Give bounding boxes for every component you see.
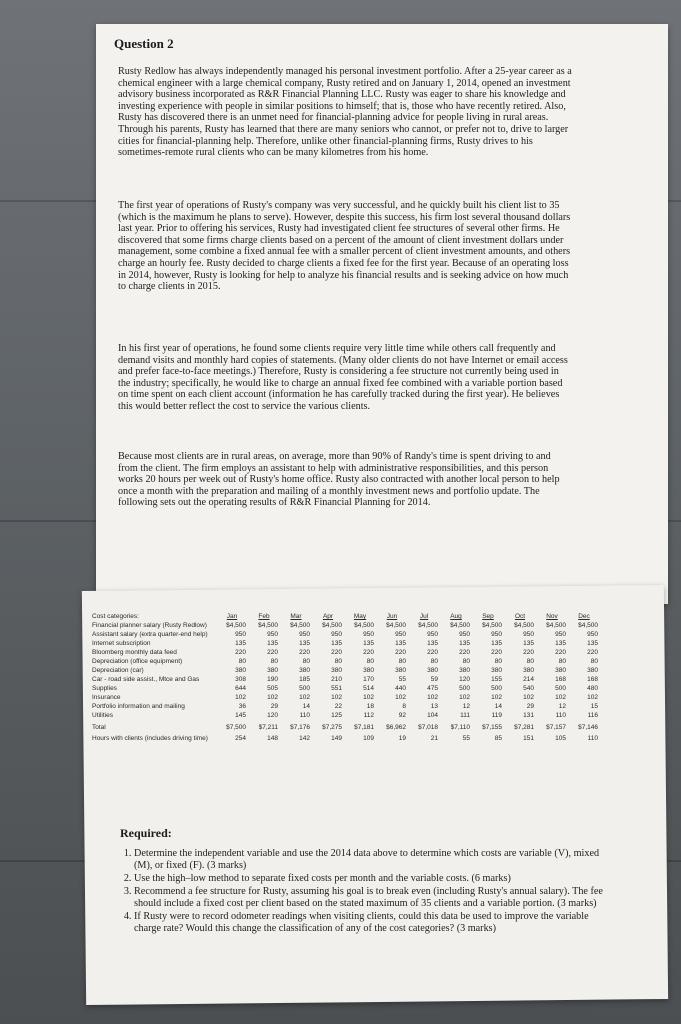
table-cell: 102: [235, 694, 246, 701]
table-cell: 149: [331, 735, 342, 742]
table-cell: 125: [331, 712, 342, 719]
table-row: [90, 630, 600, 639]
row-label: Utilities: [92, 712, 113, 719]
table-cell: 380: [555, 667, 566, 674]
paragraph-1: Rusty Redlow has always independently managed his personal investment portfolio. After a 25-year career as a chemical engineer with a large chemical company, Rusty retired and on January 1, 2014, opened an investment advisory business incorporated as R&R Financial Planning LLC. Rusty was eager to share his knowledge and investing experience with people in similar positions to himself; that is, those who have recently retired. Also, Rusty has discovered there is an unmet need for financial-planning advice for people living in rural areas. Through his parents, Rusty has learned that there are many seniors who cannot, or prefer not to, drive to larger cities for financial-planning help. Therefore, unlike other financial-planning firms, Rusty drives to his sometimes-remote rural clients who can be many kilometres from his home.: [118, 66, 572, 159]
table-cell: 380: [331, 667, 342, 674]
table-cell: 380: [427, 667, 438, 674]
table-cell: $7,110: [450, 723, 470, 731]
table-cell: 80: [462, 658, 470, 665]
table-cell: 135: [427, 640, 438, 647]
table-cell: 142: [299, 735, 310, 742]
paragraph-3: In his first year of operations, he found some clients require very little time while others call frequently and demand visits and monthly hard copies of statements. (Many older clients do not have Internet or email access and prefer face-to-face meetings.) Therefore, Rusty is considering a fee structure not currently being used in the industry; specifically, he would like to charge an annual fixed fee combined with a variable portion based on time spent on each client account (information he has carefully tracked during the first year). He believes this would better reflect the cost to service the various clients.: [118, 343, 568, 412]
table-cell: 145: [235, 712, 246, 719]
table-cell: 55: [462, 735, 470, 742]
table-cell: 514: [363, 685, 374, 692]
table-cell: 92: [398, 712, 406, 719]
table-cell: 19: [398, 735, 406, 742]
table-cell: $7,155: [482, 723, 502, 731]
table-cell: 500: [491, 685, 502, 692]
requirement-item: 4. If Rusty were to record odometer readings when visiting clients, could this data be used to improve the variable charge rate? Would this change the classification of any of the cost categories? (3 marks): [134, 911, 604, 935]
table-cell: 21: [430, 735, 438, 742]
table-cell: 380: [587, 667, 598, 674]
required-title: Required:: [120, 826, 172, 840]
paragraph-4: Because most clients are in rural areas, on average, more than 90% of Randy's time is spent driving to and from the client. The firm employs an assistant to help with administrative responsibilities, and this person works 20 hours per week out of Rusty's home office. Rusty also contracted with another local person to help once a month with the preparation and mailing of a monthly investment news and portfolio update. The following sets out the operating results of R&R Financial Planning for 2014.: [118, 451, 560, 509]
table-cell: 254: [235, 735, 246, 742]
month-header: Jul: [419, 613, 429, 620]
table-cell: 220: [267, 649, 278, 656]
table-cell: 950: [587, 631, 598, 638]
table-cell: 102: [267, 694, 278, 701]
table-row: [90, 621, 600, 630]
table-cell: 102: [395, 694, 406, 701]
table-cell: 380: [267, 667, 278, 674]
table-cell: 214: [523, 676, 534, 683]
table-cell: $4,500: [322, 622, 342, 629]
month-header: Jan: [226, 613, 238, 620]
table-cell: 950: [299, 631, 310, 638]
table-cell: 36: [238, 703, 246, 710]
table-cell: 308: [235, 676, 246, 683]
month-header: Nov: [546, 613, 558, 620]
table-cell: 135: [555, 640, 566, 647]
table-cell: 148: [267, 735, 278, 742]
table-cell: 80: [302, 658, 310, 665]
row-label: Depreciation (office equipment): [92, 658, 183, 665]
table-cell: 80: [590, 658, 598, 665]
table-cell: 29: [526, 703, 534, 710]
table-cell: 135: [267, 640, 278, 647]
table-cell: 80: [430, 658, 438, 665]
requirement-item: 2. Use the high–low method to separate fixed costs per month and the variable costs. (6 marks): [134, 873, 604, 885]
table-cell: $7,146: [578, 723, 598, 731]
row-label: Bloomberg monthly data feed: [92, 649, 177, 656]
row-label: Total: [92, 723, 106, 731]
table-cell: 220: [331, 649, 342, 656]
table-cell: 110: [299, 712, 310, 719]
table-cell: 80: [494, 658, 502, 665]
question-title: Question 2: [114, 36, 174, 51]
table-cell: $4,500: [258, 622, 278, 629]
table-cell: 210: [331, 676, 342, 683]
table-cell: 220: [395, 649, 406, 656]
table-row: [90, 711, 600, 720]
table-cell: 950: [491, 631, 502, 638]
table-cell: 12: [462, 703, 470, 710]
row-label: Portfolio information and mailing: [92, 703, 185, 710]
month-header: Mar: [290, 613, 302, 620]
table-cell: 380: [523, 667, 534, 674]
table-cell: 950: [267, 631, 278, 638]
table-cell: 505: [267, 685, 278, 692]
paragraph-2: The first year of operations of Rusty's company was very successful, and he quickly built his client list to 35 (which is the maximum he plans to serve). However, despite this success, his firm lost several thousand dollars last year. Prior to offering his services, Rusty had investigated client fee structures of several other firms. He discovered that some firms charge clients based on a percent of the amount of client investment dollars under management, some combine a fixed annual fee with a smaller percent of client investment amounts, and others charge an hourly fee. Rusty decided to charge clients a fixed fee for the first year. Because of an operating loss in 2014, however, Rusty is looking for help to analyze his financial results and is seeking advice on how much to charge clients in 2015.: [118, 200, 571, 293]
table-cell: 80: [558, 658, 566, 665]
table-cell: 80: [238, 658, 246, 665]
table-cell: 500: [555, 685, 566, 692]
table-cell: 116: [587, 712, 598, 719]
table-cell: 950: [235, 631, 246, 638]
table-cell: $4,500: [386, 622, 406, 629]
table-cell: 29: [270, 703, 278, 710]
row-label: Hours with clients (includes driving time): [92, 735, 208, 742]
table-cell: 950: [523, 631, 534, 638]
row-label: Depreciation (car): [92, 667, 144, 674]
table-cell: 105: [555, 735, 566, 742]
table-cell: 85: [494, 735, 502, 742]
table-cell: 540: [523, 685, 534, 692]
row-label: Financial planner salary (Rusty Redlow): [92, 622, 207, 629]
requirement-item: 1. Determine the independent variable and use the 2014 data above to determine which costs are variable (V), mixed (M), or fixed (F). (3 marks): [134, 848, 604, 872]
table-cell: 380: [459, 667, 470, 674]
table-cell: 380: [299, 667, 310, 674]
table-cell: 135: [331, 640, 342, 647]
table-cell: 151: [523, 735, 534, 742]
table-cell: 551: [331, 685, 342, 692]
table-cell: $4,500: [450, 622, 470, 629]
table-cell: 80: [270, 658, 278, 665]
table-cell: 102: [523, 694, 534, 701]
table-row: [90, 639, 600, 648]
requirements-list: [118, 848, 604, 936]
table-cell: 18: [366, 703, 374, 710]
row-label: Internet subscription: [92, 640, 151, 647]
table-row: [90, 675, 600, 684]
table-cell: 220: [459, 649, 470, 656]
table-cell: $7,275: [322, 723, 342, 731]
table-cell: 220: [555, 649, 566, 656]
table-cell: 120: [459, 676, 470, 683]
table-cell: 131: [523, 712, 534, 719]
month-header: Oct: [514, 613, 526, 620]
table-cell: 14: [494, 703, 502, 710]
table-cell: 185: [299, 676, 310, 683]
table-cell: 170: [363, 676, 374, 683]
table-cell: $4,500: [354, 622, 374, 629]
table-cell: 55: [398, 676, 406, 683]
table-cell: 135: [235, 640, 246, 647]
table-cell: 12: [558, 703, 566, 710]
table-cell: $7,018: [418, 723, 438, 731]
table-cell: 109: [363, 735, 374, 742]
table-cell: $7,500: [226, 723, 246, 731]
table-cell: 102: [363, 694, 374, 701]
table-row: [90, 734, 600, 743]
table-header-row: [90, 612, 600, 621]
requirement-item: 3. Recommend a fee structure for Rusty, assuming his goal is to break even (including Rusty's annual salary). The fee should include a fixed cost per client based on the stated maximum of 35 clients and a variable portion. (3 marks): [134, 886, 604, 910]
table-cell: 102: [491, 694, 502, 701]
table-cell: 135: [363, 640, 374, 647]
table-cell: 190: [267, 676, 278, 683]
table-cell: 220: [427, 649, 438, 656]
table-cell: $4,500: [578, 622, 598, 629]
table-cell: $4,500: [482, 622, 502, 629]
table-cell: $4,500: [546, 622, 566, 629]
table-cell: 950: [395, 631, 406, 638]
table-cell: $7,176: [290, 723, 310, 731]
month-header: Jun: [386, 613, 398, 620]
table-cell: 950: [363, 631, 374, 638]
table-cell: 950: [555, 631, 566, 638]
table-cell: 155: [491, 676, 502, 683]
table-cell: 80: [526, 658, 534, 665]
table-cell: 220: [299, 649, 310, 656]
month-header: Feb: [258, 613, 270, 620]
table-cell: $4,500: [514, 622, 534, 629]
table-row: [90, 702, 600, 711]
table-cell: $7,157: [546, 723, 566, 731]
table-cell: 110: [555, 712, 566, 719]
table-cell: 22: [334, 703, 342, 710]
table-cell: 135: [523, 640, 534, 647]
table-cell: 102: [459, 694, 470, 701]
month-header: Sep: [482, 613, 494, 620]
row-label: Supplies: [92, 685, 117, 692]
table-cell: 80: [366, 658, 374, 665]
month-header: Dec: [578, 613, 590, 620]
row-label: Car - road side assist., Mtce and Gas: [92, 676, 200, 683]
cost-table: [90, 612, 600, 743]
table-cell: 220: [235, 649, 246, 656]
table-cell: $7,181: [354, 723, 374, 731]
month-header: May: [353, 613, 367, 620]
table-cell: 480: [587, 685, 598, 692]
table-cell: $7,281: [514, 723, 534, 731]
table-cell: $7,211: [258, 723, 278, 731]
table-cell: 950: [459, 631, 470, 638]
table-cell: 168: [555, 676, 566, 683]
table-cell: 13: [430, 703, 438, 710]
table-cell: 168: [587, 676, 598, 683]
table-cell: 80: [334, 658, 342, 665]
table-cell: 220: [523, 649, 534, 656]
table-header-label: Cost categories:: [92, 613, 139, 620]
table-cell: 220: [587, 649, 598, 656]
table-cell: 110: [587, 735, 598, 742]
table-cell: 950: [427, 631, 438, 638]
table-cell: 102: [299, 694, 310, 701]
table-row: [90, 666, 600, 675]
table-cell: $6,962: [386, 723, 406, 731]
table-cell: 102: [587, 694, 598, 701]
table-cell: 135: [587, 640, 598, 647]
table-cell: 15: [590, 703, 598, 710]
table-cell: 59: [430, 676, 438, 683]
month-header: Apr: [322, 613, 334, 620]
table-cell: 120: [267, 712, 278, 719]
table-row: [90, 657, 600, 666]
table-cell: 135: [459, 640, 470, 647]
table-row: [90, 684, 600, 693]
table-cell: 80: [398, 658, 406, 665]
table-cell: 102: [555, 694, 566, 701]
table-cell: 500: [299, 685, 310, 692]
table-cell: 14: [302, 703, 310, 710]
table-cell: 440: [395, 685, 406, 692]
table-cell: 380: [363, 667, 374, 674]
table-cell: 220: [491, 649, 502, 656]
table-cell: 119: [491, 712, 502, 719]
table-cell: 500: [459, 685, 470, 692]
row-label: Insurance: [92, 694, 121, 701]
table-cell: 135: [395, 640, 406, 647]
table-cell: 380: [491, 667, 502, 674]
table-cell: 8: [402, 703, 406, 710]
row-label: Assistant salary (extra quarter-end help): [92, 631, 208, 638]
table-cell: 104: [427, 712, 438, 719]
table-cell: 135: [491, 640, 502, 647]
table-row: [90, 648, 600, 657]
table-row: [90, 720, 600, 734]
table-cell: 644: [235, 685, 246, 692]
table-cell: 102: [427, 694, 438, 701]
table-cell: 112: [363, 712, 374, 719]
table-row: [90, 693, 600, 702]
table-cell: 220: [363, 649, 374, 656]
month-header: Aug: [450, 613, 462, 620]
table-cell: 111: [460, 712, 470, 719]
table-cell: 380: [235, 667, 246, 674]
table-cell: 380: [395, 667, 406, 674]
table-cell: 102: [331, 694, 342, 701]
table-cell: 950: [331, 631, 342, 638]
table-cell: $4,500: [226, 622, 246, 629]
table-cell: 135: [299, 640, 310, 647]
table-cell: $4,500: [418, 622, 438, 629]
table-cell: 475: [427, 685, 438, 692]
table-cell: $4,500: [290, 622, 310, 629]
